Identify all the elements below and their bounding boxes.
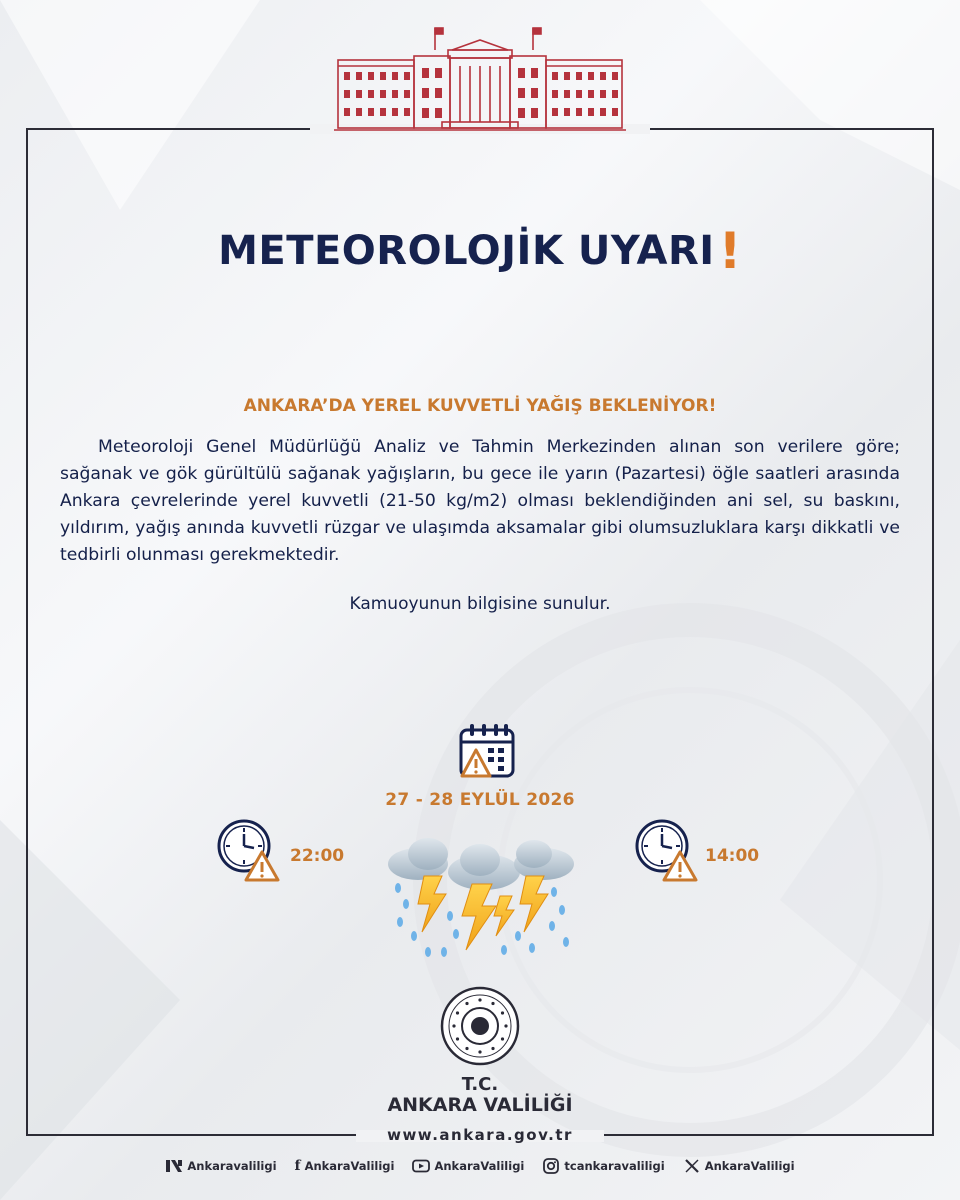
clock-warning-icon [634,818,698,882]
social-x-label: AnkaraValiligi [704,1159,795,1173]
social-x[interactable] [683,1156,795,1176]
x-icon [683,1158,701,1174]
youtube-icon [412,1158,430,1174]
instagram-icon [542,1158,560,1174]
website-link[interactable]: www.ankara.gov.tr [387,1126,573,1144]
exclamation-mark: ! [718,222,742,280]
notice-headline: ANKARA’DA YEREL KUVVETLİ YAĞIŞ BEKLENİYOR! [243,396,717,416]
social-youtube-label: AnkaraValiligi [434,1159,525,1173]
org-name: ANKARA VALİLİĞİ [387,1094,573,1116]
start-time: 22:00 [290,846,345,866]
state-seal-icon [440,986,520,1066]
page-title [0,222,960,280]
social-youtube[interactable] [412,1156,524,1176]
end-time: 14:00 [705,846,760,866]
social-nsosyal[interactable] [165,1156,276,1176]
calendar-warning-icon [458,722,518,782]
nsosyal-icon [165,1158,183,1174]
government-building-icon [334,26,626,134]
notice-closing: Kamuoyunun bilgisine sunulur. [349,594,611,614]
facebook-icon: f [294,1158,301,1174]
notice-body: Meteoroloji Genel Müdürlüğü Analiz ve Tahmin Merkezinden alınan son verilere göre; sağanak ve gök gürültülü sağanak yağışların, bu gece ile yarın (Pazartesi) öğle saatleri arasında Ankara çevrelerinde yerel kuvvetli (21-50 kg/m2) olması beklendiğinden ani sel, su baskını, yıldırım, yağış anında kuvvetli rüzgar ve ulaşımda aksamalar gibi olumsuzluklara karşı dikkatli ve tedbirli olunması gerekmektedir. [60,437,900,565]
clock-warning-icon [216,818,280,882]
social-links [0,1156,960,1176]
social-nsosyal-label: Ankaravaliligi [187,1159,277,1173]
social-instagram-label: tcankaravaliligi [564,1159,665,1173]
social-instagram[interactable] [542,1156,664,1176]
title-text: METEOROLOJİK UYARI [218,228,715,274]
date-range: 27 - 28 EYLÜL 2026 [385,790,575,810]
thunderstorm-icon [384,832,580,968]
social-facebook[interactable] [295,1156,395,1176]
social-facebook-label: AnkaraValiligi [304,1159,395,1173]
org-prefix: T.C. [461,1074,499,1095]
